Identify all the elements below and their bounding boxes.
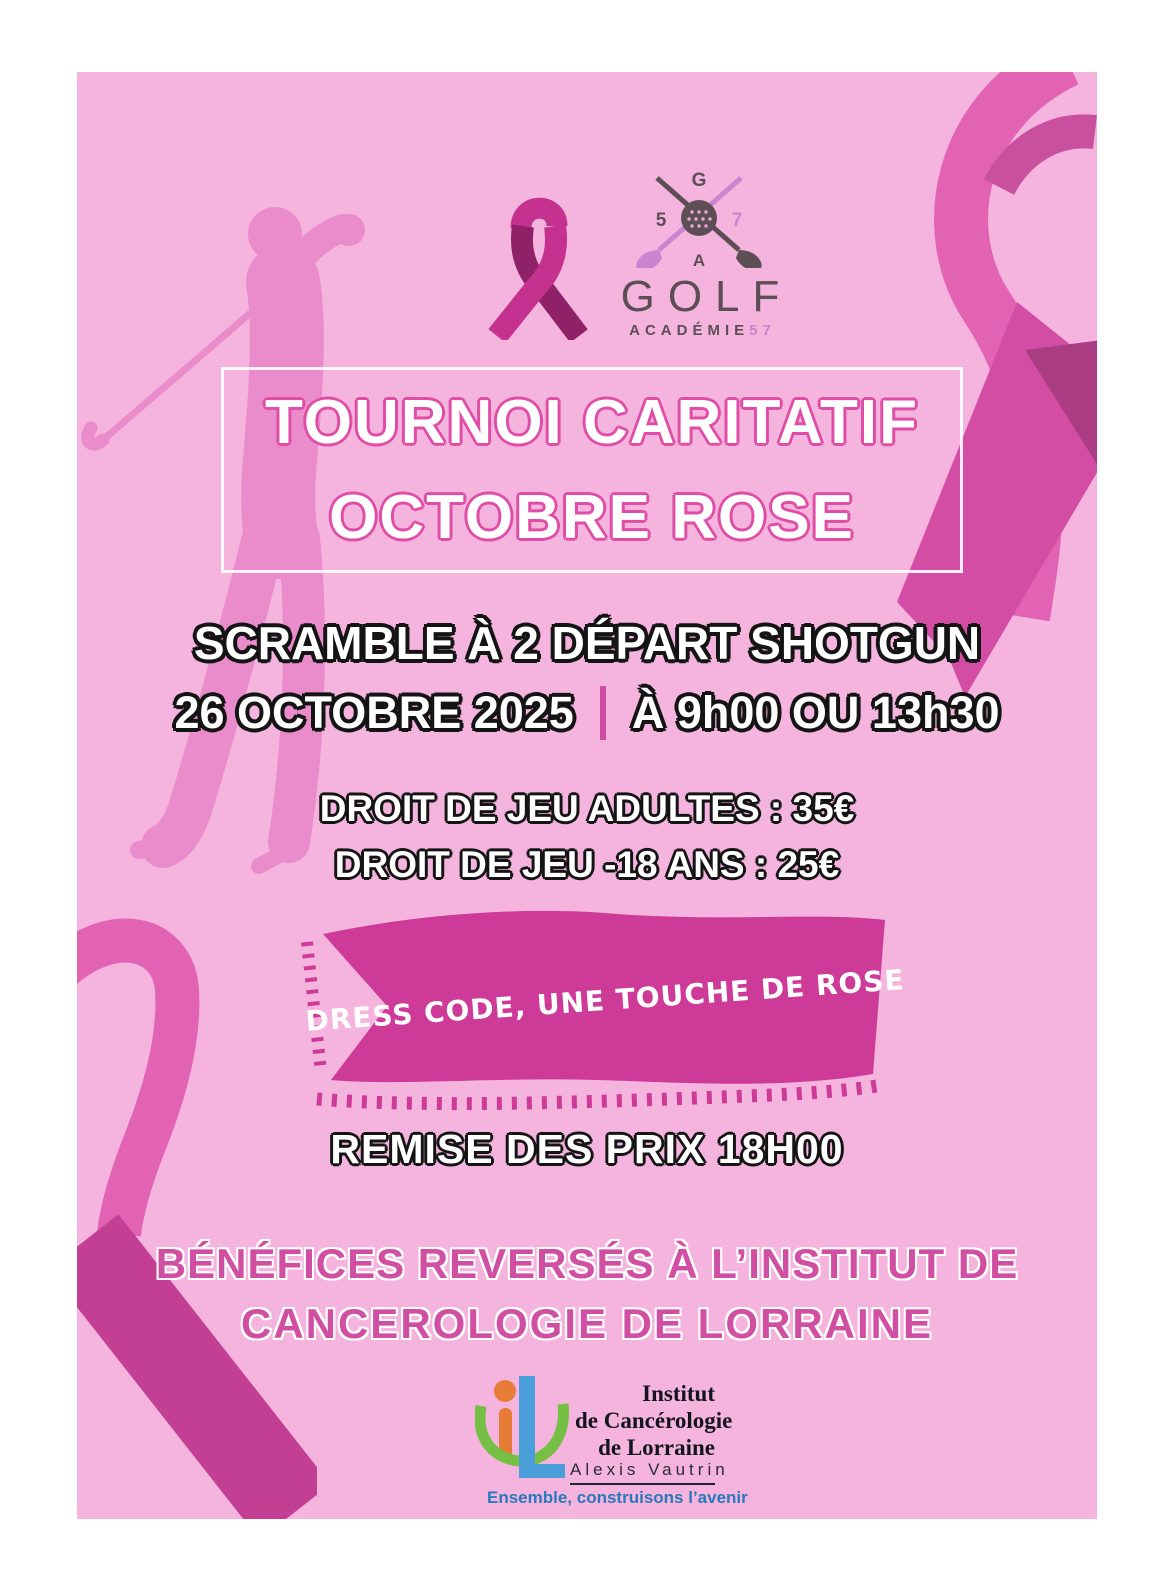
icl-logo (475, 1368, 795, 1508)
golf-logo-letter-right: 7 (731, 210, 743, 231)
golf-logo-letter-top: G (691, 170, 707, 191)
icl-tagline: Ensemble, construisons l’avenir (487, 1488, 748, 1507)
event-times: À 9h00 OU 13h30 (631, 687, 1000, 738)
schedule-row (77, 686, 1097, 740)
poster-canvas (77, 72, 1097, 1519)
icl-campus-name: Alexis Vautrin (570, 1460, 729, 1479)
icl-divider (570, 1483, 715, 1485)
icl-org-line3: de Lorraine (598, 1435, 715, 1460)
event-date: 26 OCTOBRE 2025 (174, 687, 574, 738)
dress-code-banner (277, 894, 917, 1124)
golf-logo-letter-left: 5 (655, 210, 667, 231)
prize-ceremony-line: REMISE DES PRIX 18H00 (330, 1126, 844, 1172)
icl-org-line1: Institut (642, 1381, 715, 1406)
dress-code-text: DRESS CODE, UNE TOUCHE DE ROSE (304, 963, 906, 1038)
awareness-ribbon-icon (475, 190, 603, 340)
banner-hatch-bottom (317, 1086, 877, 1104)
poster-title-line1: TOURNOI CARITATIF (265, 388, 919, 457)
golf-ball-icon (681, 200, 717, 236)
icl-org-line2: de Cancérologie (575, 1408, 733, 1433)
golf-academie-logo (605, 168, 795, 338)
golf-logo-letter-bottom: A (692, 251, 706, 268)
golf-logo-wordmark: GOLF (620, 272, 793, 321)
beneficiary-line1: BÉNÉFICES REVERSÉS À L’INSTITUT DE (155, 1240, 1019, 1287)
price-adults: DROIT DE JEU ADULTES : 35€ (319, 788, 855, 829)
format-line: SCRAMBLE À 2 DÉPART SHOTGUN (193, 617, 981, 669)
golf-logo-number: 57 (749, 322, 776, 339)
golf-logo-academie: ACADÉMIE (629, 322, 750, 339)
icl-org-name (575, 1380, 733, 1461)
price-under18: DROIT DE JEU -18 ANS : 25€ (334, 844, 840, 885)
schedule-separator (600, 686, 606, 740)
poster-title-line2: OCTOBRE ROSE (329, 483, 855, 552)
beneficiary-line2: CANCEROLOGIE DE LORRAINE (240, 1300, 934, 1347)
icl-logo-mark (475, 1376, 575, 1486)
golf-logo-subtitle (610, 323, 795, 338)
title-box (221, 367, 963, 573)
golf-clubs-icon (605, 168, 795, 268)
